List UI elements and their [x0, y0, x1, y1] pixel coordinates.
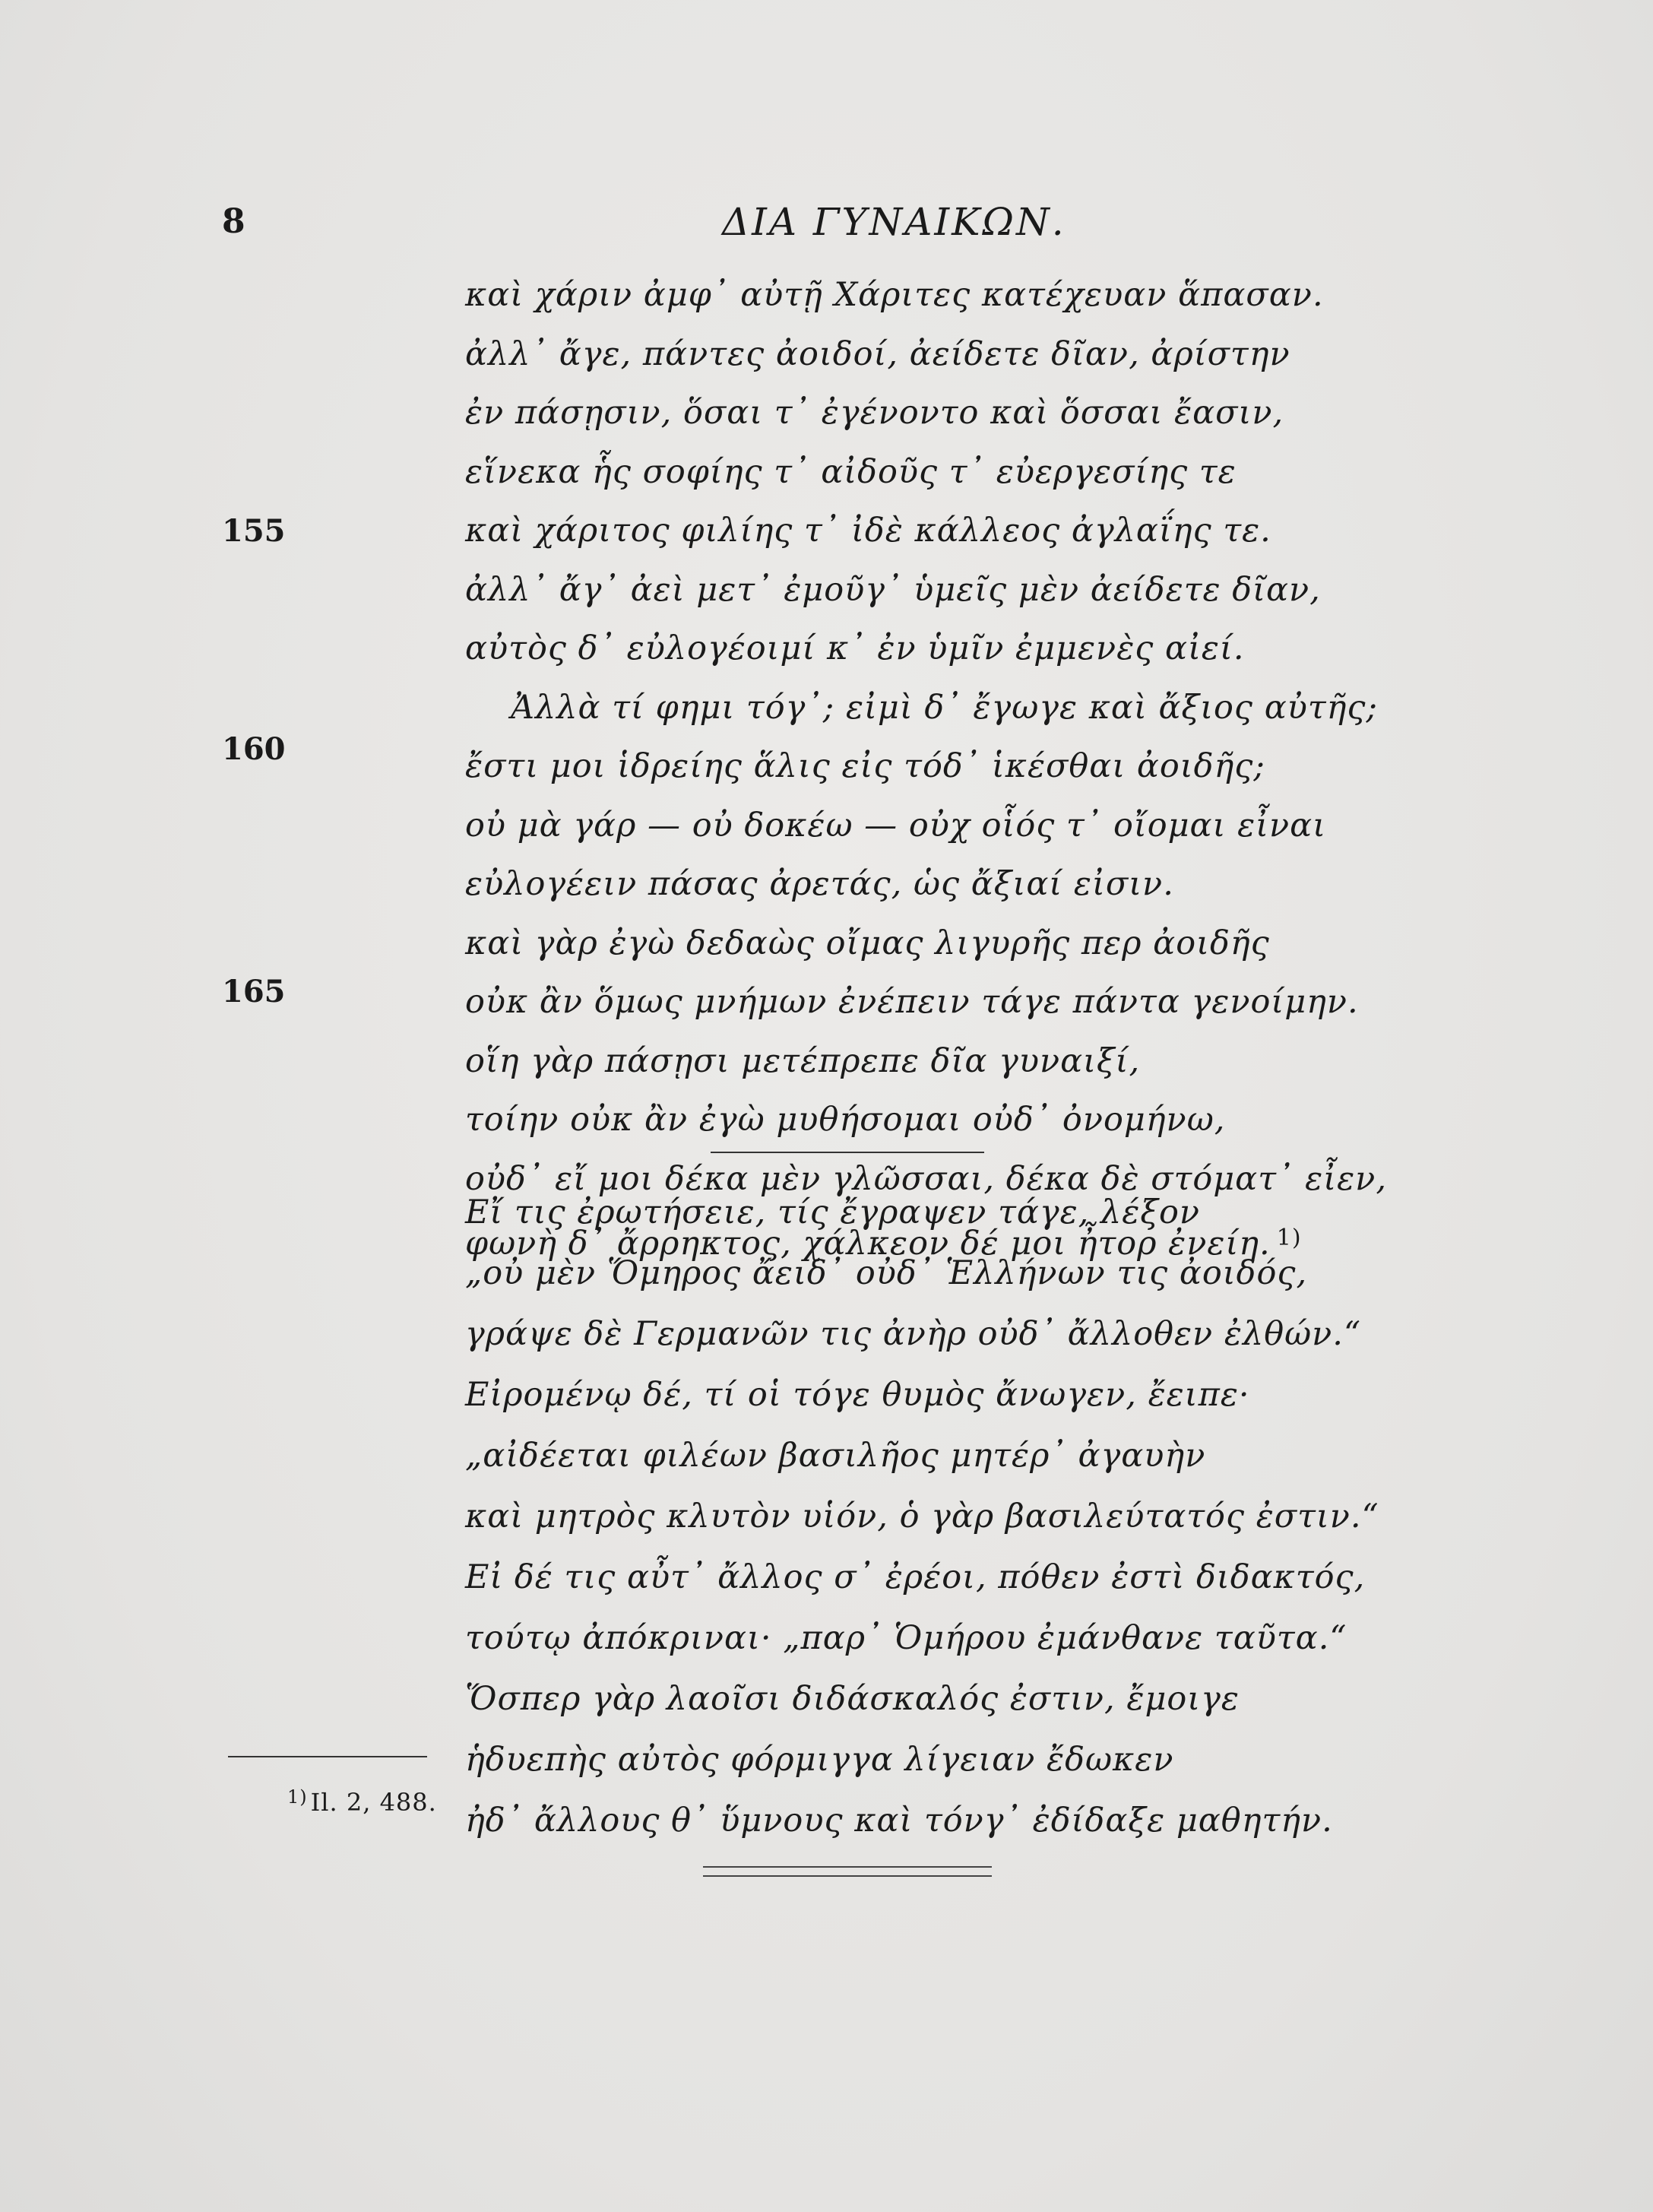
verse-line: γράψε δὲ Γερμανῶν τις ἀνὴρ οὐδ᾽ ἄλλοθεν ἐλθών.“ — [465, 1315, 1361, 1353]
footnote-marker: 1) — [287, 1786, 308, 1808]
verse-line: οὐδ᾽ εἴ μοι δέκα μὲν γλῶσσαι, δέκα δὲ στόματ᾽ εἶεν, — [465, 1159, 1387, 1198]
verse-line: εὐλογέειν πάσας ἀρετάς, ὡς ἄξιαί εἰσιν. — [465, 865, 1174, 903]
verse-line: ἐν πάσῃσιν, ὅσαι τ᾽ ἐγένοντο καὶ ὅσσαι ἔασιν, — [465, 394, 1284, 432]
line-number-155: 155 — [222, 513, 286, 549]
line-number-165: 165 — [222, 974, 286, 1009]
verse-line: τοίην οὐκ ἂν ἐγὼ μυθήσομαι οὐδ᾽ ὀνομήνω, — [465, 1101, 1226, 1139]
line-number-160: 160 — [222, 731, 286, 767]
verse-line: Εἴ τις ἐρωτήσειε, τίς ἔγραψεν τάγε, λέξον — [465, 1193, 1201, 1231]
footnote — [287, 1779, 437, 1821]
verse-line: οὐκ ἂν ὅμως μνήμων ἐνέπειν τάγε πάντα γενοίμην. — [465, 983, 1359, 1021]
verse-block-epilogue — [465, 1182, 1605, 1851]
verse-line: ἀλλ᾽ ἄγ᾽ ἀεὶ μετ᾽ ἐμοῦγ᾽ ὑμεῖς μὲν ἀείδετε δῖαν, — [465, 570, 1321, 609]
verse-line: εἵνεκα ἧς σοφίης τ᾽ αἰδοῦς τ᾽ εὐεργεσίης τε — [465, 452, 1237, 491]
page-number: 8 — [222, 202, 245, 241]
verse-line: ἀλλ᾽ ἄγε, πάντες ἀοιδοί, ἀείδετε δῖαν, ἀρίστην — [465, 334, 1290, 373]
end-rule-bottom — [703, 1875, 992, 1877]
verse-line: „αἰδέεται φιλέων βασιλῆος μητέρ᾽ ἀγαυὴν — [465, 1437, 1206, 1475]
footnote-divider — [228, 1756, 427, 1757]
section-divider — [711, 1152, 984, 1153]
verse-line: Ὅσπερ γὰρ λαοῖσι διδάσκαλός ἐστιν, ἔμοιγε — [465, 1680, 1240, 1718]
verse-line: οἵη γὰρ πάσῃσι μετέπρεπε δῖα γυναιξί, — [465, 1041, 1141, 1080]
verse-block-main — [465, 266, 1605, 1268]
verse-line: καὶ χάριν ἀμφ᾽ αὐτῇ Χάριτες κατέχευαν ἅπασαν. — [465, 276, 1324, 314]
verse-line: αὐτὸς δ᾽ εὐλογέοιμί κ᾽ ἐν ὑμῖν ἐμμενὲς αἰεί. — [465, 629, 1245, 667]
verse-line: Εἰ δέ τις αὖτ᾽ ἄλλος σ᾽ ἐρέοι, πόθεν ἐστὶ διδακτός, — [465, 1558, 1366, 1596]
footnote-reference: 1) — [1276, 1225, 1302, 1251]
verse-line: Εἰρομένῳ δέ, τί οἱ τόγε θυμὸς ἄνωγεν, ἔειπε· — [465, 1376, 1250, 1414]
verse-line: ἔστι μοι ἱδρείης ἅλις εἰς τόδ᾽ ἱκέσθαι ἀοιδῆς; — [465, 747, 1265, 785]
verse-line: ἡδυεπὴς αὐτὸς φόρμιγγα λίγειαν ἔδωκεν — [465, 1741, 1174, 1779]
end-rule-top — [703, 1866, 992, 1868]
verse-line: Ἀλλὰ τί φημι τόγ᾽; εἰμὶ δ᾽ ἔγωγε καὶ ἄξιος αὐτῆς; — [511, 688, 1378, 727]
verse-line: ἠδ᾽ ἄλλους θ᾽ ὕμνους καὶ τόνγ᾽ ἐδίδαξε μαθητήν. — [465, 1802, 1333, 1840]
verse-line: καὶ μητρὸς κλυτὸν υἱόν, ὁ γὰρ βασιλεύτατός ἐστιν.“ — [465, 1497, 1379, 1535]
verse-line: καὶ γὰρ ἐγὼ δεδαὼς οἴμας λιγυρῆς περ ἀοιδῆς — [465, 924, 1270, 962]
footnote-text: Il. 2, 488. — [310, 1788, 437, 1817]
verse-line: καὶ χάριτος φιλίης τ᾽ ἰδὲ κάλλεος ἀγλαΐης τε. — [465, 512, 1271, 550]
verse-line: τούτῳ ἀπόκριναι· „παρ᾽ Ὁμήρου ἐμάνθανε ταῦτα.“ — [465, 1619, 1347, 1657]
verse-line: οὐ μὰ γάρ — οὐ δοκέω — οὐχ οἷός τ᾽ οἴομαι εἶναι — [465, 806, 1327, 845]
verse-line: „οὐ μὲν Ὅμηρος ἄειδ᾽ οὐδ᾽ Ἑλλήνων τις ἀοιδός, — [465, 1254, 1308, 1292]
running-title: ΔΙΑ ΓΥΝΑΙΚΩΝ. — [722, 200, 1066, 244]
verse-text: φωνὴ δ᾽ ἄρρηκτος, χάλκεον δέ μοι ἦτορ ἐνείη. — [465, 1225, 1271, 1263]
